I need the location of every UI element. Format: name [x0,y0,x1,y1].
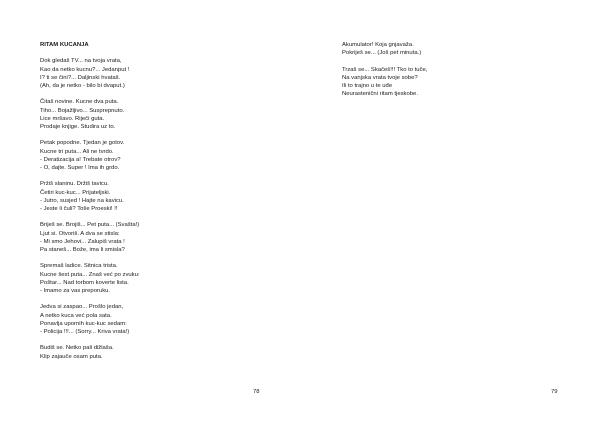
stanza [40,139,250,172]
page-number-left: 78 [253,389,260,395]
poem-title: RITAM KUCANJA [40,42,89,48]
poem-line: Budiš se. Netko pali dižlaša. [40,345,114,352]
stanza [40,98,250,131]
poem-left-column [40,41,250,361]
page-number-right: 79 [551,389,558,395]
poem-line: Pokriješ se... (Još pet minuta.) [342,50,422,57]
poem-line: (Ah, da je netko - bilo bi dvaput.) [40,83,125,89]
poem-line: Kucne šest puta... Znaš već po zvuku: [40,271,140,278]
stanza [342,66,562,99]
stanza [40,303,250,336]
poem-line: - Jeste li čuli? Toše Proeski! !! [40,206,118,212]
poem-line: Akumulator! Koja gnjavaža. [342,42,414,48]
poem-line: Prodaje knjige. Studira uz to. [40,124,116,130]
left-stanzas [40,57,250,360]
poem-line: Na vanjska vrata tvoje sobe? [342,74,418,81]
poem-line: - Mi smo Jehovi... Zalupiš vrata ! [40,238,125,245]
poem-line: Briješ se. Brojiš... Pet puta... (Svašta!) [40,222,140,229]
poem-line: Ljut si. Otvoriš. A dva se stisla: [40,230,120,237]
poem-line: Lice mršavo. Riječi guta. [40,115,105,122]
poem-line: Pržiš slaninu. Držiš tavicu. [40,181,109,188]
stanza [342,41,562,57]
stanza [40,344,250,360]
poem-line: Kucne tri puta... Ali ne tvrdo. [40,148,114,155]
poem-line: Jedva si zaspao... Prošlo jedan, [40,304,124,311]
poem-right-column [342,41,562,98]
poem-line: - Imamo za vas preporuku. [40,288,111,294]
poem-line: A netko kuca već pola sata. [40,312,112,319]
poem-line: Spremaš ladice. Sitnica trista. [40,263,118,270]
stanza [40,221,250,254]
stanza [40,180,250,213]
poem-line: Ponavlja upornih kuc-kuc sedam: [40,320,127,327]
poem-line: Ili to trajno u te uđe [342,83,393,89]
poem-line: - Deratizacija a! Trebate otrov? [40,156,121,163]
poem-line: Klip zajauče osam puta. [40,353,103,360]
poem-line: - Policija !!!... (Sorry... Kriva vrata!) [40,329,130,335]
right-page [300,0,600,423]
poem-line: Kao da netko kucnu?... Jedanput ! [40,66,130,73]
poem-line: Čitaš novine. Kucne dva puta. [40,99,119,106]
poem-line: I? ti se čini?... Daljinski hvataš. [40,74,121,81]
poem-line: Četiri kuc-kuc... Prijateljski. [40,189,111,196]
poem-line: Tiho... Bojažljivo... Susprepnuto. [40,107,125,114]
poem-line: Pa staneš... Bože, ima li smisla? [40,247,125,253]
poem-line: - O, dajte. Super ! Ima ih grdo. [40,165,120,171]
stanza [40,57,250,90]
stanza [40,262,250,295]
poem-line: Dok gledaš TV... na tvoja vrata, [40,58,122,65]
poem-line: Poštar... Nad torbom koverte lista. [40,279,129,286]
poem-line: Petak popodne. Tjedan je gotov. [40,140,125,147]
poem-line: Trzaš se... Skačeš!!! Tko to tuče, [342,66,428,73]
right-stanzas [342,41,562,98]
poem-line: - Jutro, susjed ! Hajte na kavicu. [40,197,124,204]
poem-line: Neurastenični ritam tjeskobe. [342,91,418,98]
